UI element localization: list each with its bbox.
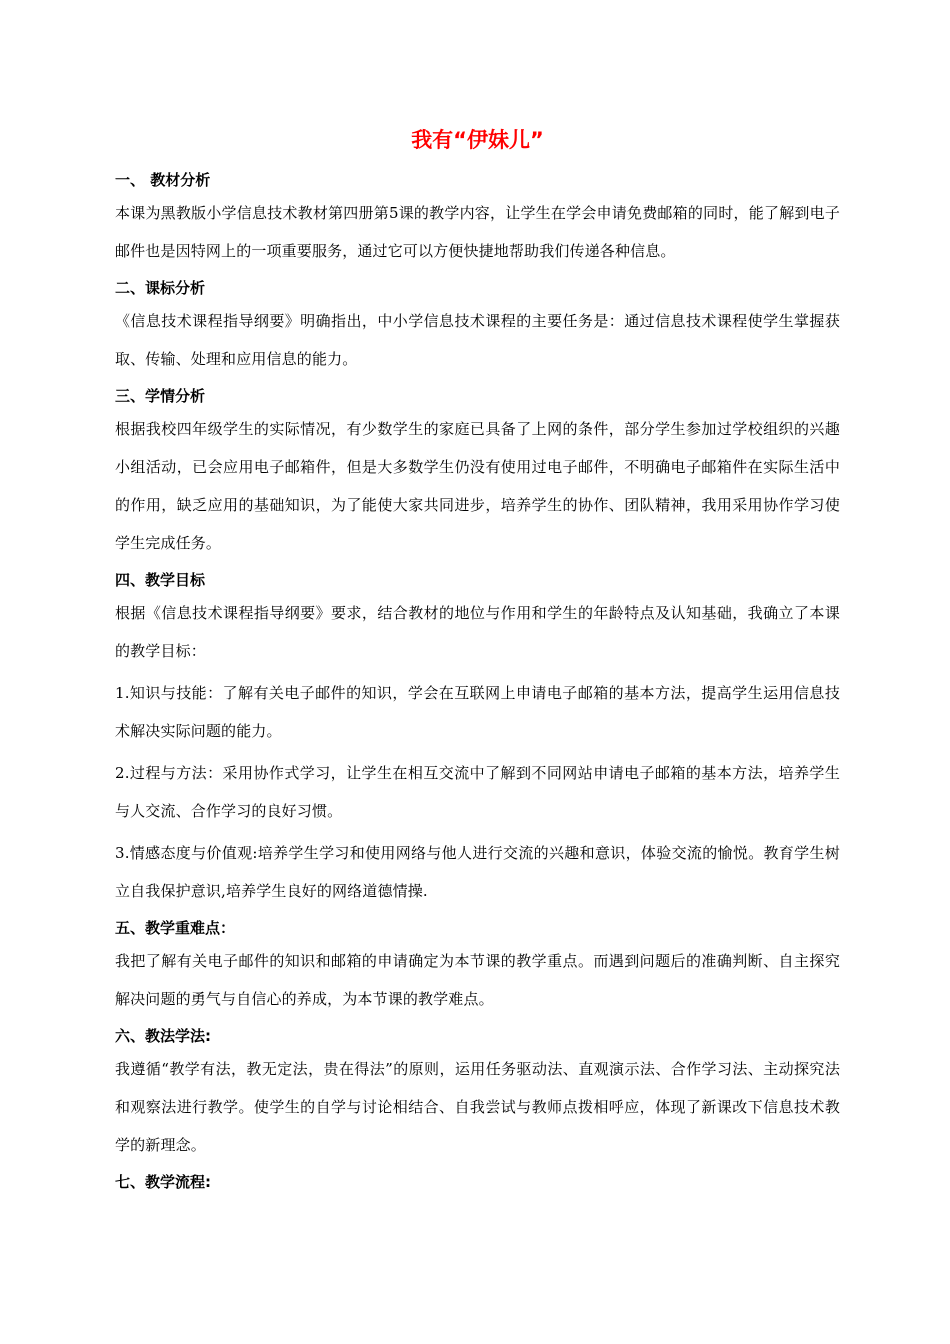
section-paragraph: 我遵循“教学有法，教无定法，贵在得法”的原则，运用任务驱动法、直观演示法、合作学习法、主动探究法和观察法进行教学。使学生的自学与讨论相结合、自我尝试与教师点拨相呼应，体现了新课改下信息技术教学的新理念。 [115, 1060, 840, 1154]
section-paragraph: 我把了解有关电子邮件的知识和邮箱的申请确定为本节课的教学重点。而遇到问题后的准确判断、自主探究解决问题的勇气与自信心的养成，为本节课的教学难点。 [115, 952, 840, 1008]
section-paragraph: 本课为黑教版小学信息技术教材第四册第5课的教学内容，让学生在学会申请免费邮箱的同时，能了解到电子邮件也是因特网上的一项重要服务，通过它可以方便快捷地帮助我们传递各种信息。 [115, 204, 840, 260]
document-page [115, 124, 840, 1196]
section-heading: 七、教学流程: [115, 1173, 211, 1191]
section-paragraph: 2.过程与方法：采用协作式学习，让学生在相互交流中了解到不同网站申请电子邮箱的基本方法，培养学生与人交流、合作学习的良好习惯。 [115, 764, 840, 820]
document-title: 我有“伊妹儿” [411, 128, 544, 152]
section-heading: 六、教法学法: [115, 1027, 211, 1045]
section-heading: 五、教学重难点： [115, 919, 236, 937]
section-heading: 四、教学目标 [115, 571, 206, 589]
section-heading: 三、学情分析 [115, 387, 206, 405]
section-paragraph: 1.知识与技能：了解有关电子邮件的知识，学会在互联网上申请电子邮箱的基本方法，提高学生运用信息技术解决实际问题的能力。 [115, 684, 840, 740]
section-heading: 二、课标分析 [115, 279, 206, 297]
section-heading: 一、 教材分析 [115, 171, 211, 189]
section-paragraph: 3.情感态度与价值观:培养学生学习和使用网络与他人进行交流的兴趣和意识，体验交流的愉悦。教育学生树立自我保护意识,培养学生良好的网络道德情操. [115, 844, 840, 900]
section-paragraph: 根据《信息技术课程指导纲要》要求，结合教材的地位与作用和学生的年龄特点及认知基础，我确立了本课的教学目标： [115, 604, 840, 660]
document-body [115, 166, 840, 1196]
section-paragraph: 根据我校四年级学生的实际情况，有少数学生的家庭已具备了上网的条件，部分学生参加过学校组织的兴趣小组活动，已会应用电子邮箱件，但是大多数学生仍没有使用过电子邮件，不明确电子邮箱件在实际生活中的作用，缺乏应用的基础知识，为了能使大家共同进步，培养学生的协作、团队精神，我用采用协作学习使学生完成任务。 [115, 420, 840, 552]
section-paragraph: 《信息技术课程指导纲要》明确指出，中小学信息技术课程的主要任务是：通过信息技术课程使学生掌握获取、传输、处理和应用信息的能力。 [115, 312, 840, 368]
